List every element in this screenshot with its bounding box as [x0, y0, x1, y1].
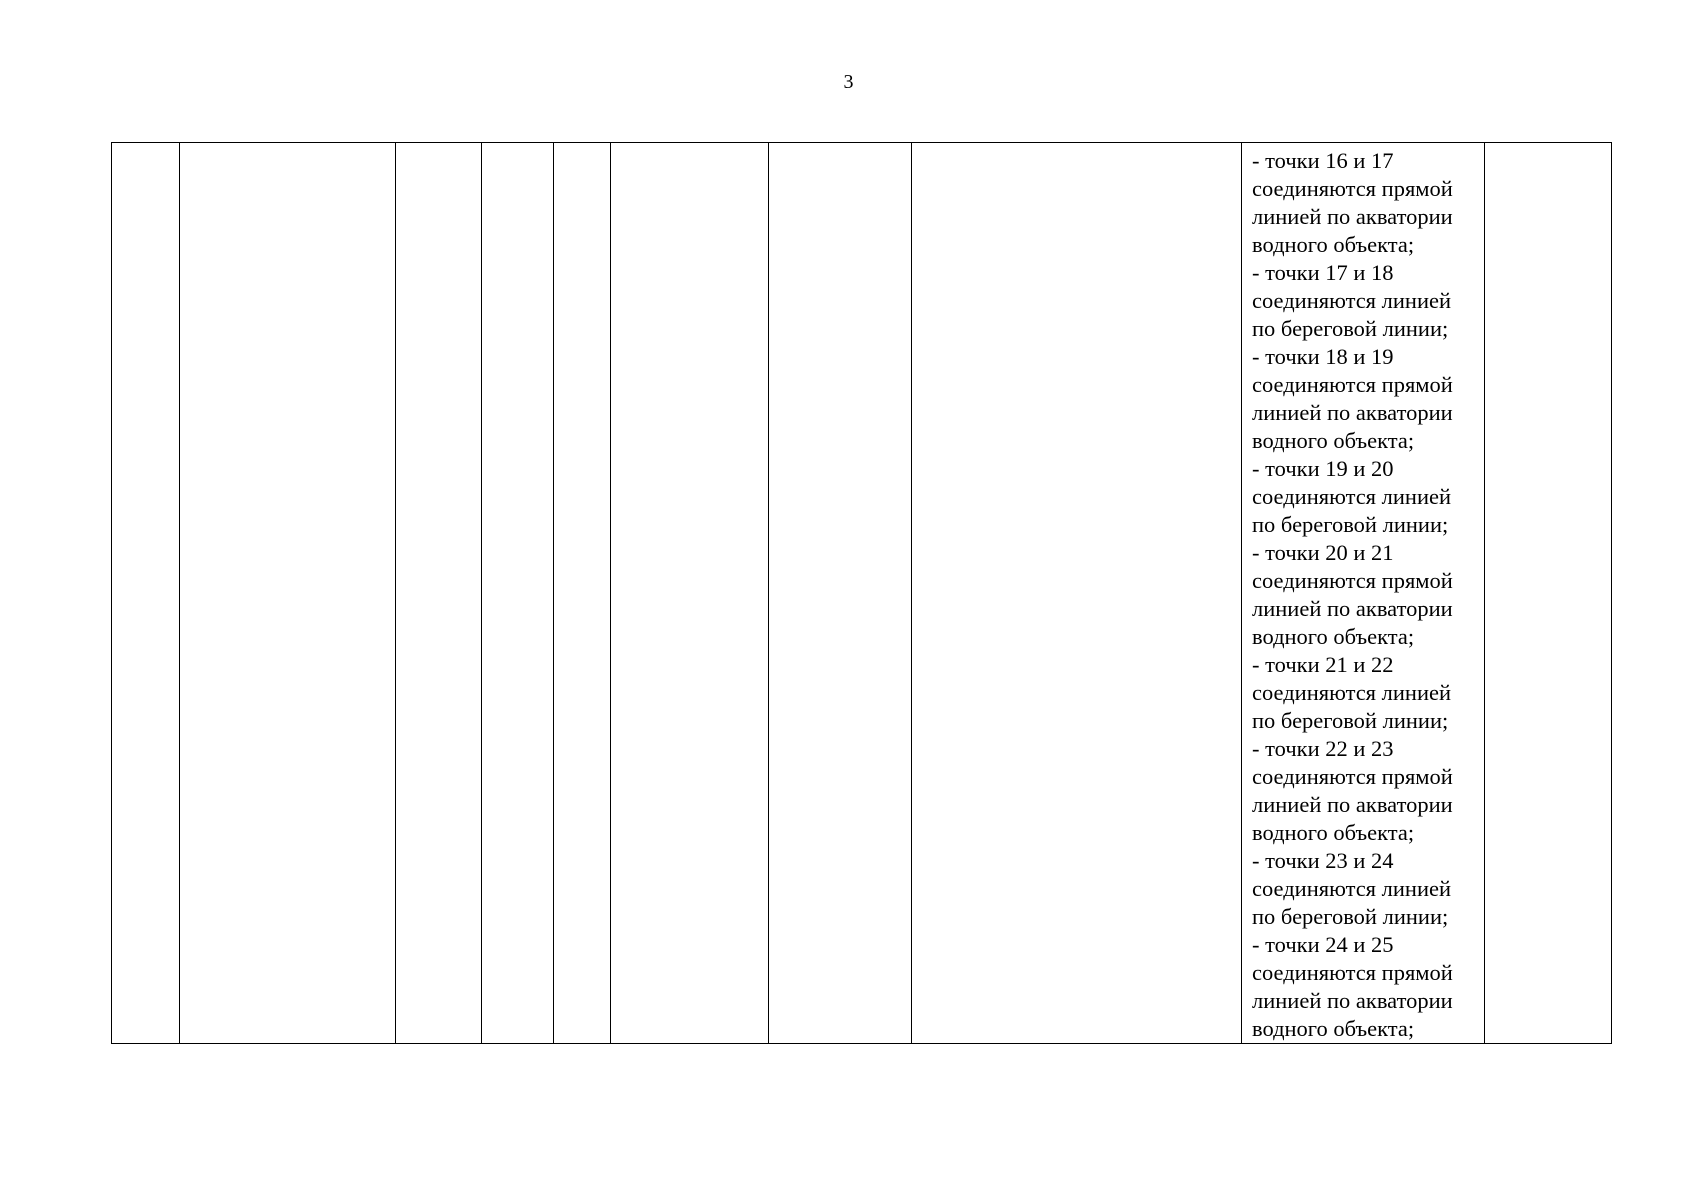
description-line: водного объекта;: [1252, 1016, 1415, 1041]
description-line: - точки 17 и 18: [1252, 260, 1394, 285]
description-line: по береговой линии;: [1252, 316, 1449, 341]
description-line: - точки 19 и 20: [1252, 456, 1394, 481]
description-line: по береговой линии;: [1252, 512, 1449, 537]
page-number: 3: [843, 71, 854, 93]
description-line: соединяются линией: [1252, 288, 1452, 313]
description-line: по береговой линии;: [1252, 904, 1449, 929]
description-line: соединяются линией: [1252, 680, 1452, 705]
description-line: - точки 20 и 21: [1252, 540, 1394, 565]
description-line: водного объекта;: [1252, 820, 1415, 845]
description-line: водного объекта;: [1252, 428, 1415, 453]
description-line: - точки 16 и 17: [1252, 148, 1394, 173]
table-cell-empty: [396, 143, 482, 1044]
description-line: соединяются линией: [1252, 876, 1452, 901]
table-cell-empty: [611, 143, 769, 1044]
description-line: по береговой линии;: [1252, 708, 1449, 733]
description-line: водного объекта;: [1252, 624, 1415, 649]
description-line: - точки 21 и 22: [1252, 652, 1394, 677]
description-line: - точки 18 и 19: [1252, 344, 1394, 369]
table-cell-empty: [554, 143, 611, 1044]
description-line: соединяются прямой: [1252, 764, 1453, 789]
description-line: водного объекта;: [1252, 232, 1415, 257]
table-cell-empty: [912, 143, 1242, 1044]
description-line: соединяются прямой: [1252, 372, 1453, 397]
description-line: - точки 24 и 25: [1252, 932, 1394, 957]
table-cell-empty: [1485, 143, 1612, 1044]
description-line: соединяются прямой: [1252, 568, 1453, 593]
table-cell-empty: [180, 143, 396, 1044]
description-line: линией по акватории: [1252, 596, 1453, 621]
description-line: линией по акватории: [1252, 204, 1453, 229]
boundary-description-cell: [1242, 143, 1485, 1044]
description-line: - точки 23 и 24: [1252, 848, 1394, 873]
description-line: линией по акватории: [1252, 400, 1453, 425]
description-line: соединяются линией: [1252, 484, 1452, 509]
table-row: [112, 143, 1612, 1044]
description-line: линией по акватории: [1252, 792, 1453, 817]
description-line: соединяются прямой: [1252, 960, 1453, 985]
table-cell-empty: [482, 143, 554, 1044]
description-line: линией по акватории: [1252, 988, 1453, 1013]
description-line: - точки 22 и 23: [1252, 736, 1394, 761]
table-cell-empty: [112, 143, 180, 1044]
boundary-table: [111, 142, 1612, 1044]
description-line: соединяются прямой: [1252, 176, 1453, 201]
table-cell-empty: [769, 143, 912, 1044]
